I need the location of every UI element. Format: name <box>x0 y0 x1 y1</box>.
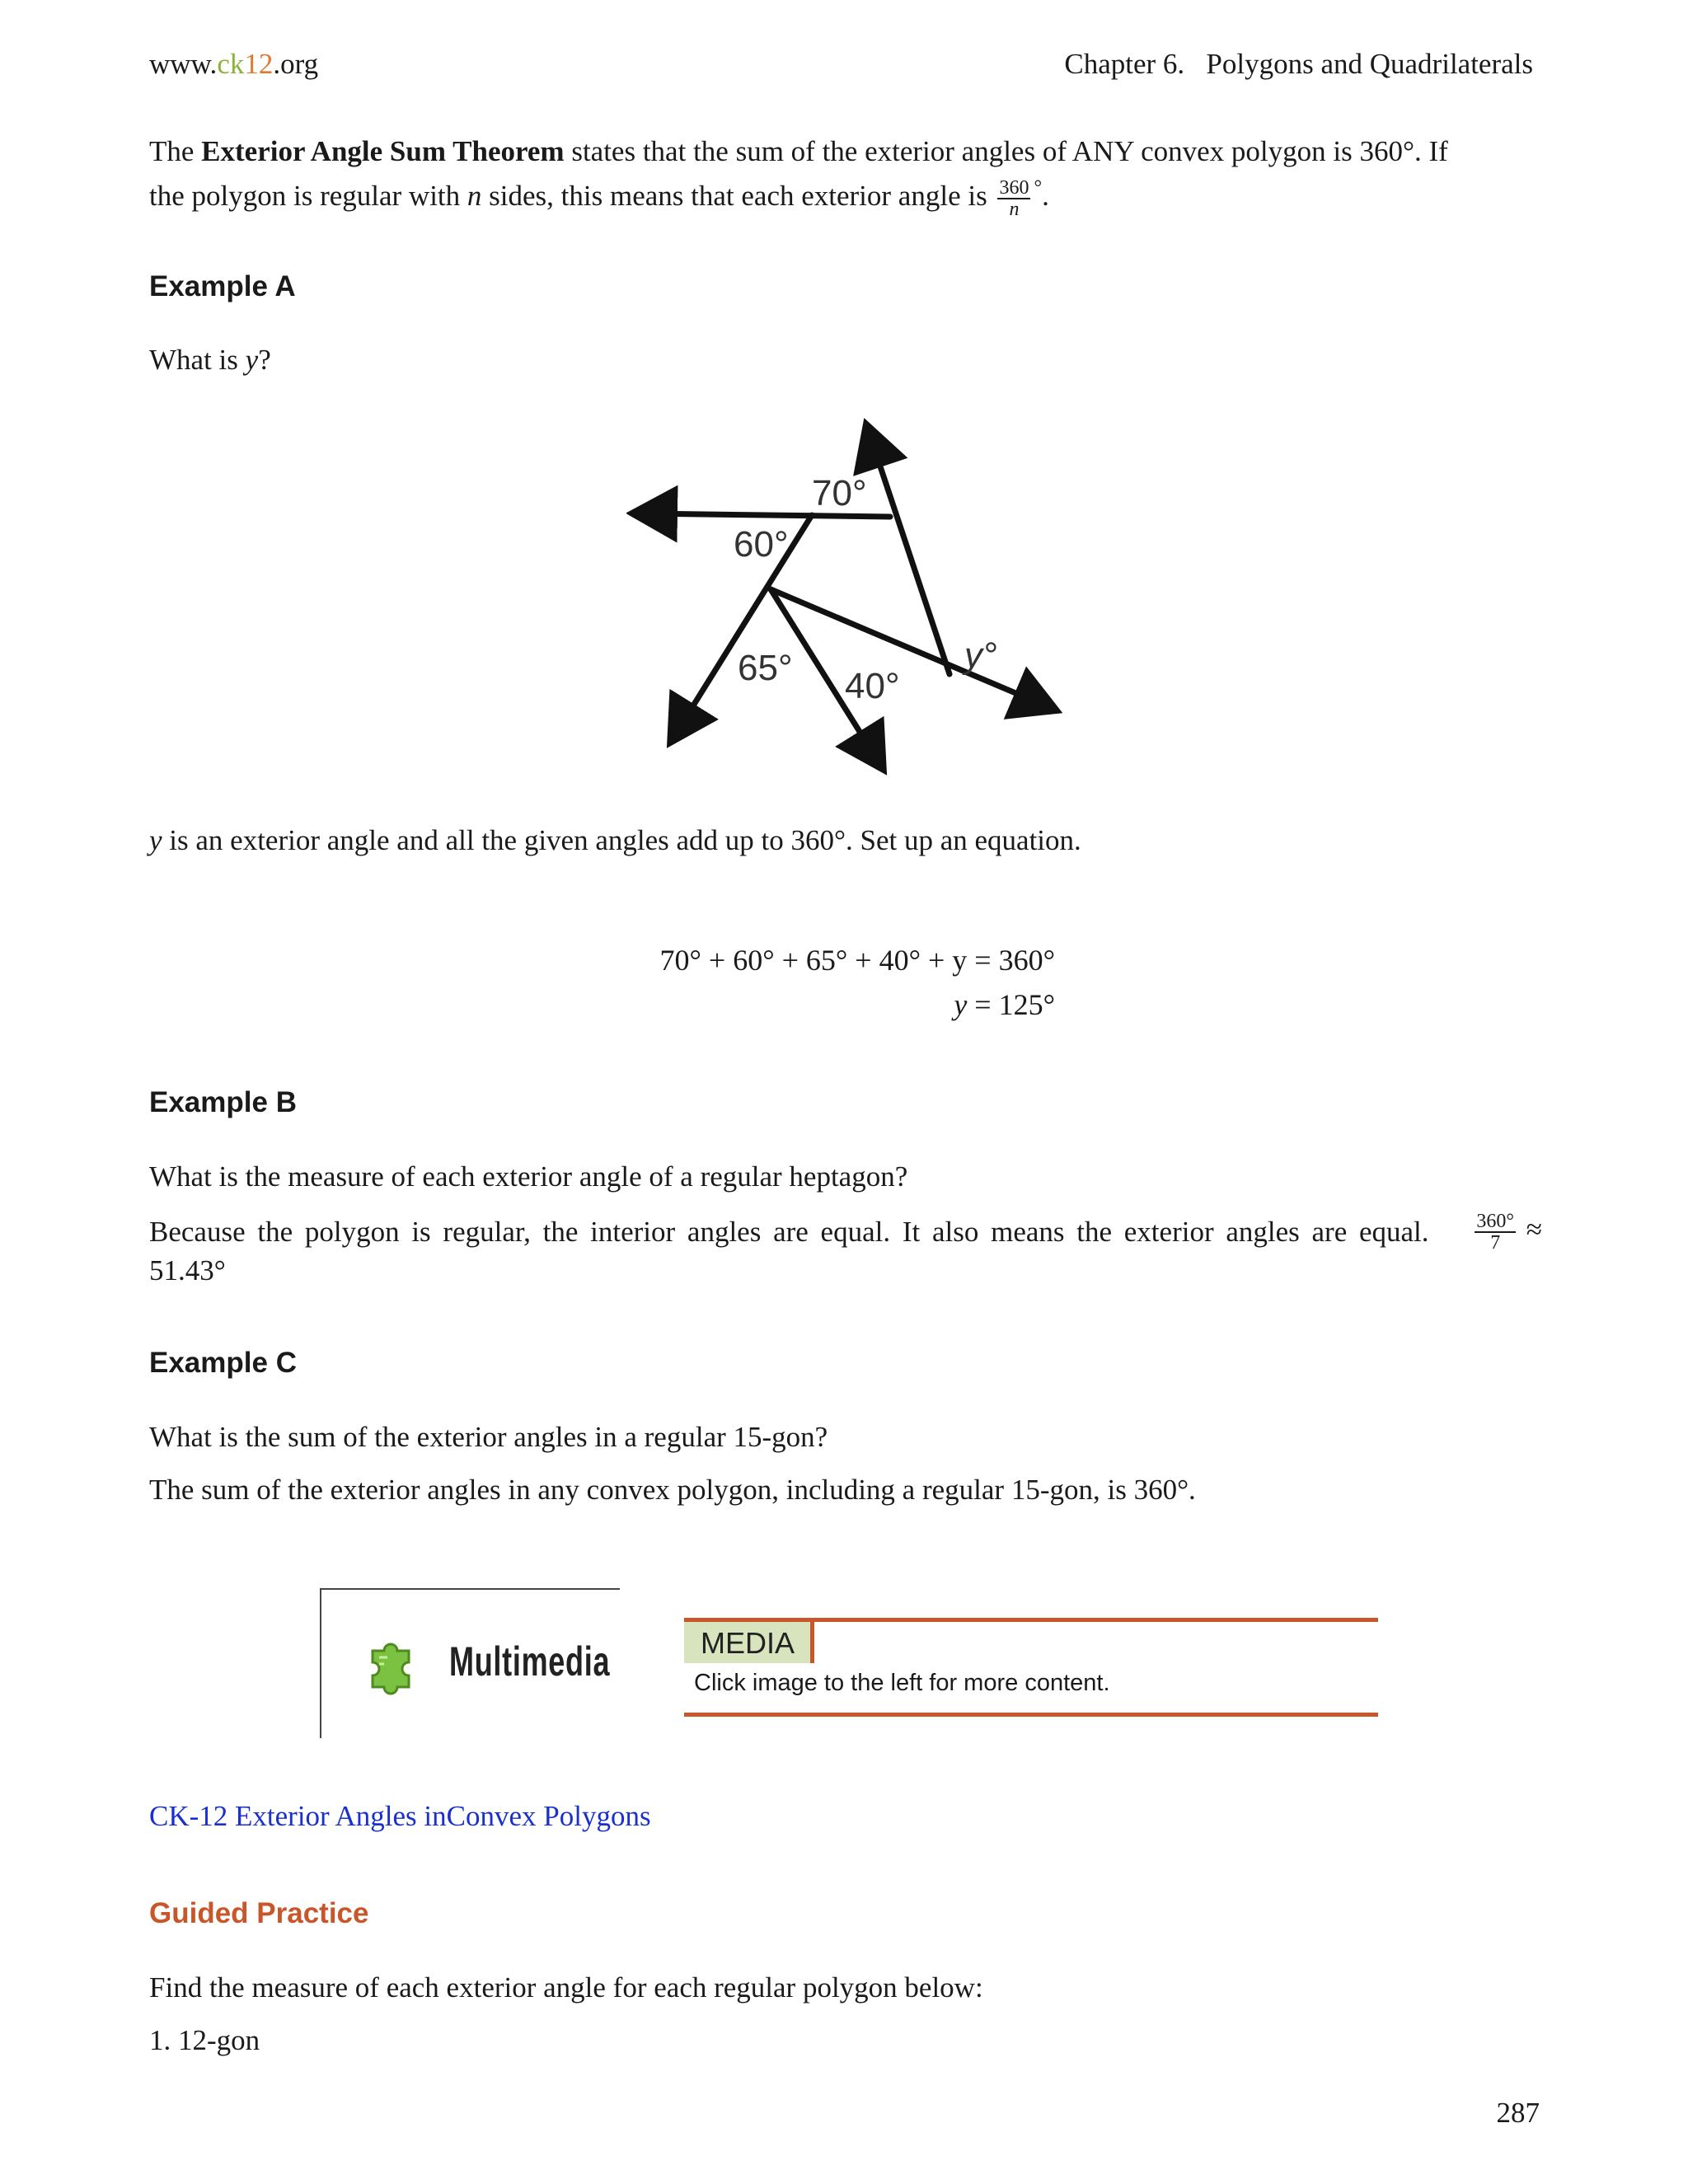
example-a-heading: Example A <box>149 270 296 302</box>
ray-lower-right <box>771 589 1047 706</box>
media-caption: Click image to the left for more content. <box>694 1670 1110 1696</box>
example-b-value: 51.43° <box>149 1254 226 1286</box>
media-tag: MEDIA <box>684 1622 814 1663</box>
angle-label-65: 65° <box>738 648 793 688</box>
equation-block <box>528 938 1055 1027</box>
puzzle-piece-icon <box>361 1633 427 1699</box>
intro-line-1: The Exterior Angle Sum Theorem states that the sum of the exterior angles of ANY convex polygon is 360°. If <box>149 135 1448 167</box>
fraction-360-over-7: $\frac{360^\circ}{7}$ <box>1476 1211 1515 1254</box>
site-url[interactable] <box>149 48 318 81</box>
angle-label-60: 60° <box>734 524 789 565</box>
chapter-title: Chapter 6. Polygons and Quadrilaterals <box>1064 48 1533 80</box>
angle-label-40: 40° <box>845 666 900 706</box>
media-box <box>684 1618 1378 1717</box>
example-b-question: What is the measure of each exterior angle of a regular heptagon? <box>149 1160 908 1193</box>
ck12-media-link[interactable]: CK-12 Exterior Angles inConvex Polygons <box>149 1800 651 1832</box>
site-ck: ck <box>217 48 245 80</box>
fraction-360-over-n: $\frac{360}{n}$ <box>999 176 1029 220</box>
angle-label-y: y° <box>964 635 997 676</box>
example-c-heading: Example C <box>149 1347 297 1379</box>
multimedia-label: Multimedia <box>449 1638 611 1685</box>
equation-line-1: 70° + 60° + 65° + 40° + y = 360° <box>659 944 1055 977</box>
example-a-explanation: y is an exterior angle and all the given angles add up to 360°. Set up an equation. <box>149 824 1081 856</box>
site-suffix: .org <box>273 48 319 80</box>
example-c-answer: The sum of the exterior angles in any convex polygon, including a regular 15-gon, is 360°. <box>149 1474 1196 1506</box>
exterior-angles-figure <box>626 416 1071 779</box>
example-c-question: What is the sum of the exterior angles in a regular 15-gon? <box>149 1421 828 1453</box>
site-prefix: www. <box>149 48 218 80</box>
intro-line-2: the polygon is regular with n sides, this means that each exterior angle is $\frac{360}{n}$ °. <box>149 176 1049 220</box>
guided-practice-item-1: 1. 12-gon <box>149 2024 260 2056</box>
site-12: 12 <box>244 48 274 80</box>
intro-paragraph <box>149 134 1542 219</box>
ray-top-left <box>643 513 890 517</box>
example-a-question: What is y? <box>149 344 271 376</box>
page-number: 287 <box>1496 2097 1540 2129</box>
guided-practice-heading: Guided Practice <box>149 1897 369 1929</box>
example-b-heading: Example B <box>149 1086 297 1118</box>
equation-line-2: y = 125° <box>954 988 1055 1021</box>
guided-practice-prompt: Find the measure of each exterior angle for each regular polygon below: <box>149 1971 983 2004</box>
example-b-answer: Because the polygon is regular, the interior angles are equal. It also means the exterior angles are equal. $\frac{360^\circ}{7}$ ≈ 51.43° <box>149 1212 1542 1289</box>
theorem-name: Exterior Angle Sum Theorem <box>201 135 565 167</box>
angle-label-70: 70° <box>812 473 867 513</box>
multimedia-thumbnail[interactable] <box>320 1588 620 1738</box>
